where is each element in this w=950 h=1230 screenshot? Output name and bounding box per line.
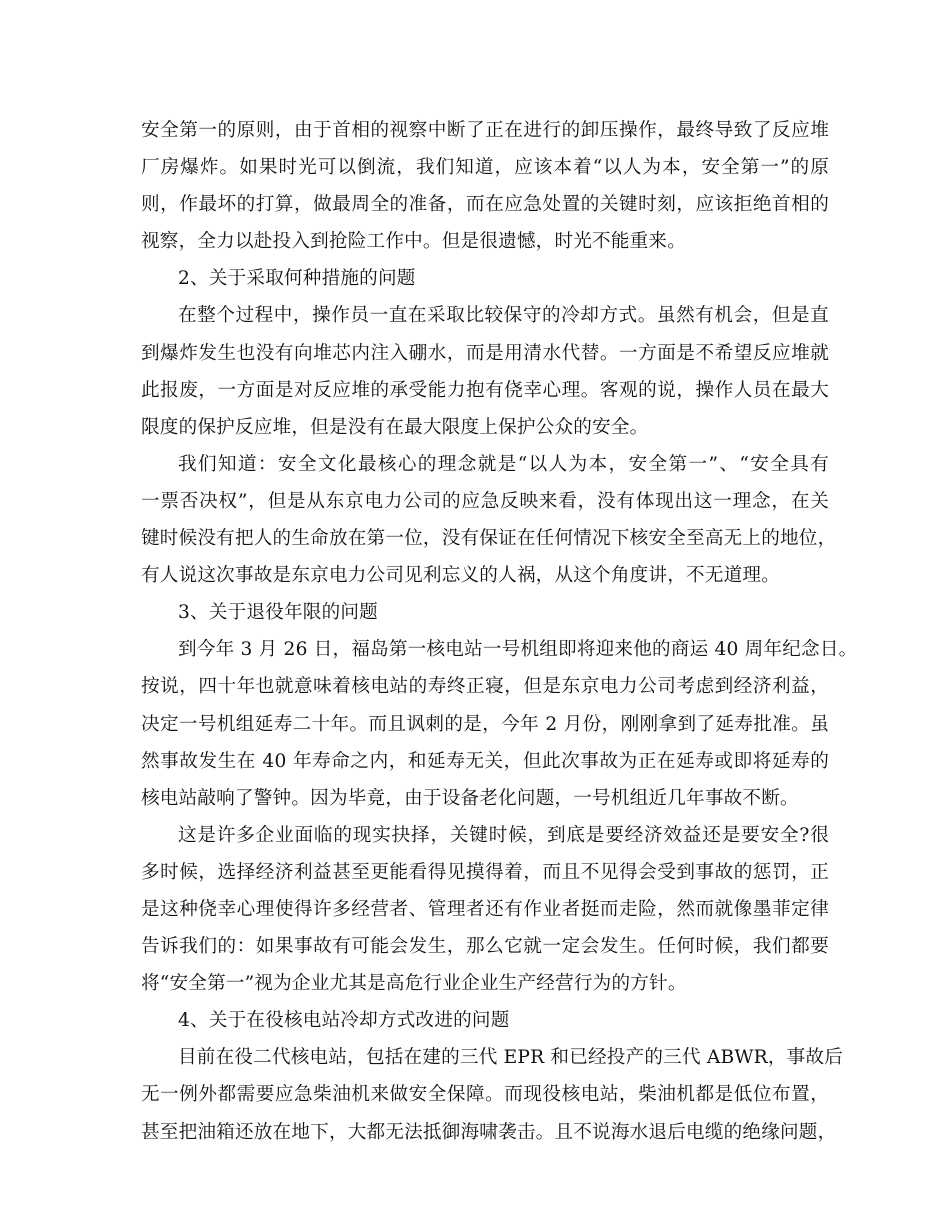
text-line: 限度的保护反应堆，但是没有在最大限度上保护公众的安全。	[141, 416, 649, 438]
text-line: 是这种侥幸心理使得许多经营者、管理者还有作业者挺而走险，然而就像墨菲定律	[141, 898, 829, 920]
text-line: 告诉我们的：如果事故有可能会发生，那么它就一定会发生。任何时候，我们都要	[141, 936, 829, 958]
text-line: 一票否决权”，但是从东京电力公司的应急反映来看，没有体现出这一理念，在关	[141, 490, 829, 512]
document-body	[141, 112, 858, 1151]
text-line: 安全第一的原则，由于首相的视察中断了正在进行的卸压操作，最终导致了反应堆	[141, 120, 829, 141]
text-line: 将“安全第一”视为企业尤其是高危行业企业生产经营行为的方针。	[141, 973, 687, 995]
text-line: 此报废，一方面是对反应堆的承受能力抱有侥幸心理。客观的说，操作人员在最大	[141, 379, 829, 401]
text-line: 视察，全力以赴投入到抢险工作中。但是很遗憾，时光不能重来。	[141, 231, 687, 253]
text-line: 然事故发生在 40 年寿命之内，和延寿无关，但此次事故为正在延寿或即将延寿的	[141, 750, 829, 772]
text-line: 多时候，选择经济利益甚至更能看得见摸得着，而且不见得会受到事故的惩罚，正	[141, 861, 829, 883]
text-line: 无一例外都需要应急柴油机来做安全保障。而现役核电站，柴油机都是低位布置，	[141, 1084, 829, 1106]
text-line: 我们知道：安全文化最核心的理念就是“以人为本，安全第一”、“安全具有	[178, 453, 829, 475]
text-line: 4、关于在役核电站冷却方式改进的问题	[178, 1010, 510, 1032]
text-line: 3、关于退役年限的问题	[178, 602, 378, 624]
text-line: 这是许多企业面临的现实抉择，关键时候，到底是要经济效益还是要安全?很	[178, 824, 829, 846]
text-line: 到爆炸发生也没有向堆芯内注入硼水，而是用清水代替。一方面是不希望反应堆就	[141, 342, 829, 364]
text-line: 在整个过程中，操作员一直在采取比较保守的冷却方式。虽然有机会，但是直	[178, 305, 829, 327]
text-line: 键时候没有把人的生命放在第一位，没有保证在任何情况下核安全至高无上的地位，	[141, 528, 837, 550]
text-line: 则，作最坏的打算，做最周全的准备，而在应急处置的关键时刻，应该拒绝首相的	[141, 194, 829, 216]
text-line: 甚至把油箱还放在地下，大都无法抵御海啸袭击。且不说海水退后电缆的绝缘问题，	[141, 1121, 837, 1143]
text-line: 有人说这次事故是东京电力公司见利忘义的人祸，从这个角度讲，不无道理。	[141, 565, 780, 587]
text-line: 到今年 3 月 26 日，福岛第一核电站一号机组即将迎来他的商运 40 周年纪念日。	[178, 639, 858, 661]
text-line: 决定一号机组延寿二十年。而且讽刺的是，今年 2 月份，刚刚拿到了延寿批准。虽	[141, 713, 829, 735]
text-line: 厂房爆炸。如果时光可以倒流，我们知道，应该本着“以人为本，安全第一”的原	[141, 157, 829, 179]
text-line: 按说，四十年也就意味着核电站的寿终正寝，但是东京电力公司考虑到经济利益，	[141, 676, 829, 698]
text-line: 目前在役二代核电站，包括在建的三代 EPR 和已经投产的三代 ABWR，事故后	[178, 1047, 844, 1069]
text-line: 2、关于采取何种措施的问题	[178, 268, 416, 290]
text-line: 核电站敲响了警钟。因为毕竟，由于设备老化问题，一号机组近几年事故不断。	[141, 787, 799, 809]
